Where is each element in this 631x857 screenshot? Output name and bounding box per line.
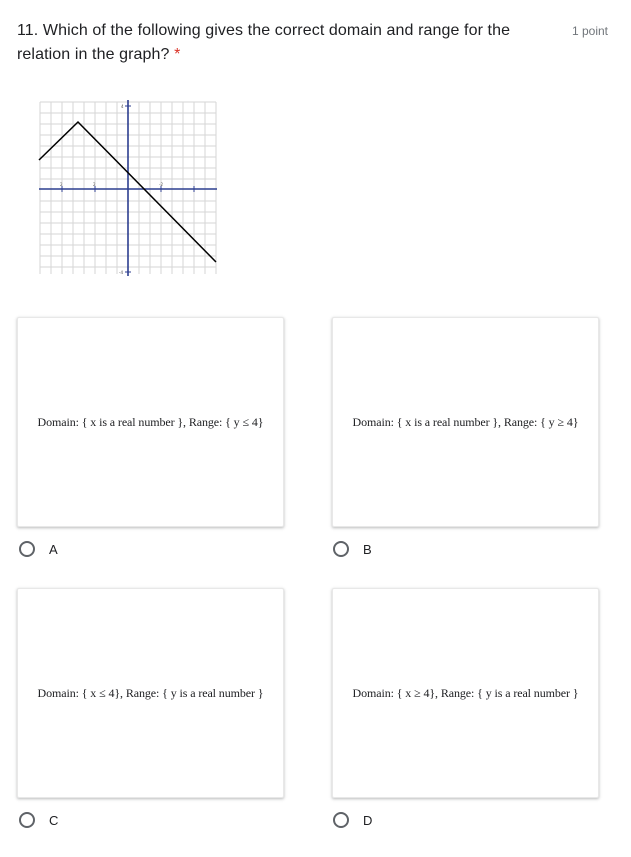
tick-label-x-3: -2 (159, 182, 163, 187)
option-d-radio-row[interactable] (333, 812, 372, 828)
option-a-letter: A (49, 541, 58, 557)
question-text-line2: relation in the graph? (17, 46, 170, 63)
option-d-radio[interactable] (333, 812, 349, 828)
option-card-a[interactable] (17, 317, 284, 527)
option-card-c[interactable] (17, 588, 284, 798)
question-number: 11. (17, 22, 39, 39)
option-c-letter: C (49, 812, 59, 828)
option-a-text: Domain: { x is a real number }, Range: { y ≤ 4} (37, 414, 264, 429)
option-b-radio-row[interactable] (333, 541, 372, 557)
question-text-line1: Which of the following gives the correct domain and range for the (42, 22, 511, 39)
option-d-letter: D (363, 812, 373, 828)
question-title (17, 19, 547, 67)
tick-label-y-bottom: -4 (119, 270, 123, 275)
option-c-radio-row[interactable] (19, 812, 58, 828)
tick-label-x-1: 2 (60, 182, 63, 187)
option-a-radio[interactable] (19, 541, 35, 557)
tick-label-x-2: 2 (93, 182, 96, 187)
required-marker: * (174, 46, 181, 63)
points-label: 1 point (571, 24, 608, 38)
option-b-letter: B (363, 541, 372, 557)
option-card-b[interactable] (332, 317, 599, 527)
tick-label-y-top: 4 (121, 104, 124, 109)
option-card-d[interactable] (332, 588, 599, 798)
option-d-text: Domain: { x ≥ 4}, Range: { y is a real number } (352, 685, 579, 700)
option-a-radio-row[interactable] (19, 541, 58, 557)
option-c-radio[interactable] (19, 812, 35, 828)
option-c-text: Domain: { x ≤ 4}, Range: { y is a real number } (37, 685, 264, 700)
option-b-text: Domain: { x is a real number }, Range: { y ≥ 4} (352, 414, 579, 429)
relation-graph (36, 96, 220, 278)
option-b-radio[interactable] (333, 541, 349, 557)
